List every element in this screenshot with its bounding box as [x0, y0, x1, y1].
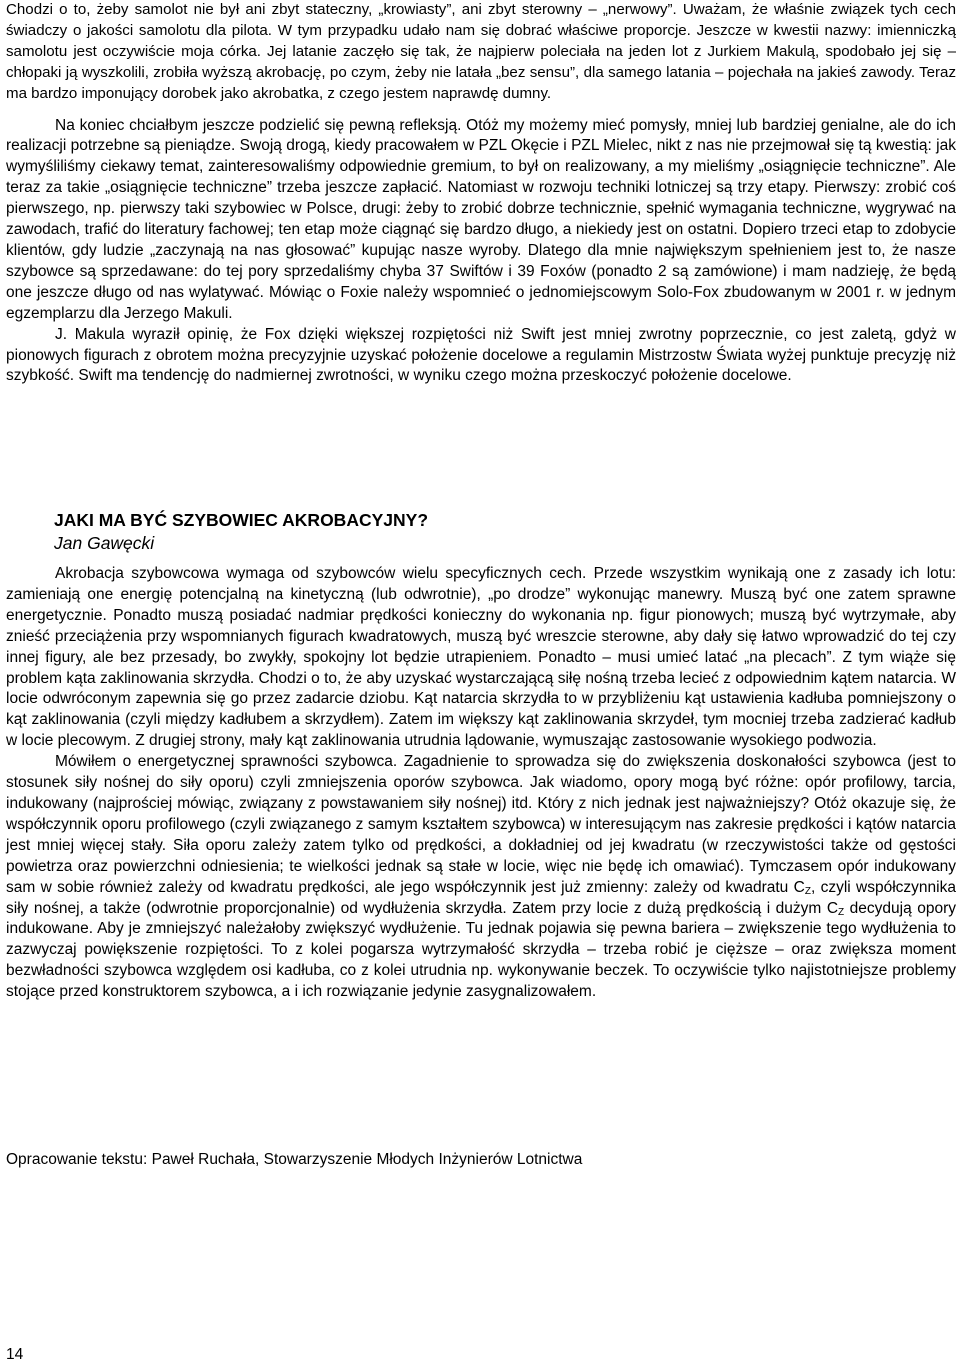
article-body	[6, 564, 956, 1003]
paragraph: Na koniec chciałbym jeszcze podzielić się pewną refleksją. Otóż my możemy mieć pomysły, mniej lub bardziej genialne, ale do ich realizacji potrzebne są pieniądze. Swoją drogą, kiedy pracowałem w PZL Okęcie i PZL Mielec, nikt z nas nie przejmował się tą kwestią: jak wymyśliliśmy ciekawy temat, zainteresowaliśmy odpowiednie gremium, to był on realizowany, a my mieliśmy „osiągnięcie techniczne”. Ale teraz za takie „osiągnięcie techniczne” trzeba jeszcze zapłacić. Natomiast w rozwoju techniki lotniczej są trzy etapy. Pierwszy: zrobić coś pierwszego, np. pierwszy taki szybowiec w Polsce, drugi: żeby to zrobić dobrze technicznie, spełnić wymagania techniczne, wygrywać na zawodach, trafić do literatury fachowej; ten etap może ciągnąć się bardzo długo, a niekiedy jest on ostatni. Dopiero trzeci etap to zdobycie klientów, gdy ludzie „zaczynają na nas głosować” kupując nasze wyroby. Dlatego dla mnie największym spełnieniem jest to, że nasze szybowce są sprzedawane: do tej pory sprzedaliśmy chyba 37 Swiftów i 39 Foxów (ponadto 2 są zamówione) i mam nadzieję, że będą one jeszcze długo od nas wylatywać. Mówiąc o Foxie należy wspomnieć o jednomiejscowym Solo-Fox zbudowanym w 2001 r. w jednym egzemplarzu dla Jerzego Makuli.	[6, 116, 956, 322]
subscript: Z	[838, 906, 845, 918]
interview-continuation	[6, 0, 956, 387]
text-run: Mówiłem o energetycznej sprawności szybowca. Zagadnienie to sprowadza się do zwiększenia doskonałości szybowca (jest to stosunek siły nośnej do siły oporu) czyli zmniejszenia oporów szybowca. Jak wiadomo, opory mogą być różne: opór profilowy, tarcia, indukowany (najprościej mówiąc, związany z powstawaniem siły nośnej) itd. Który z nich jednak jest najważniejszy? Otóż okazuje się, że współczynnik oporu profilowego (czyli związanego z samym kształtem szybowca) w interesującym nas zakresie prędkości i kątów natarcia jest mniej więcej stały. Siła oporu zależy zatem tylko od prędkości, a dokładniej od jej kwadratu (w rzeczywistości także od gęstości powietrza oraz powierzchni odniesienia; te wielkości jednak są stałe w locie, więc nie będę ich omawiać). Tymczasem opór indukowany sam w sobie również zależy od kwadratu prędkości, ale jego współczynnik jest już zmienny: zależy od kwadratu C	[6, 753, 956, 896]
subscript: Z	[804, 885, 811, 897]
paragraph	[6, 752, 956, 1003]
text-credit: Opracowanie tekstu: Paweł Ruchała, Stowarzyszenie Młodych Inżynierów Lotnictwa	[6, 1151, 583, 1168]
article-title: JAKI MA BYĆ SZYBOWIEC AKROBACYJNY?	[54, 510, 429, 530]
text-run: decydują opory indukowane. Aby je zmniejszyć należałoby zwiększyć wydłużenie. Tu jednak pojawia się pewna bariera – zwiększenie tego wydłużenia to zazwyczaj powiększenie rozpiętości. To z kolei pogarsza wytrzymałość skrzydła – trzeba robić je cięższe – oraz zwiększa moment bezwładności szybowca względem osi kadłuba, co z kolei utrudnia np. wykonywanie beczek. To oczywiście tylko najistotniejsze problemy stojące przed konstruktorem szybowca, a i ich rozwiązanie jedynie zasygnalizowałem.	[6, 899, 956, 1001]
page-number: 14	[6, 1346, 24, 1363]
paragraph: Akrobacja szybowcowa wymaga od szybowców wielu specyficznych cech. Przede wszystkim wynikają one z zasady ich lotu: zamieniają one energię potencjalną na kinetyczną (lub odwrotnie), „po drodze” wykonując manewry. Muszą być one zatem sprawne energetycznie. Ponadto muszą posiadać nadmiar prędkości konieczny do wykonania np. figur pionowych; muszą być wytrzymałe, aby znieść przeciążenia przy wspomnianych figurach kwadratowych, muszą być wreszcie sterowne, aby dały się łatwo wprowadzić do tej czy innej figury, ale bez przesady, bo zwykły, spokojny lot będzie utrapieniem. Ponadto – musi umieć latać „na plecach”. Z tym wiąże się problem kąta zaklinowania skrzydła. Chodzi o to, że aby uzyskać wystarczającą siłę nośną trzeba lecieć z odpowiednim kątem natarcia. W locie odwróconym zapewnia się go przez zadarcie dziobu. Kąt natarcia skrzydła to w przybliżeniu kąt ustawienia kadłuba pomniejszony o kąt zaklinowania (czyli między kadłubem a skrzydłem). Zatem im większy kąt zaklinowania skrzydeł, tym mocniej trzeba zadzierać kadłub w locie plecowym. Z drugiej strony, mały kąt zaklinowania utrudnia lądowanie, wymuszając zastosowanie wysokiego podwozia.	[6, 565, 956, 750]
text-run: , czyli współczynnika siły nośnej, a także (odwrotnie proporcjonalnie) od wydłużenia skrzydła. Zatem przy locie z dużą prędkością i dużym C	[6, 878, 956, 917]
paragraph: J. Makula wyraził opinię, że Fox dzięki większej rozpiętości niż Swift jest mniej zwrotny poprzecznie, co jest zaletą, gdyż w pionowych figurach z obrotem można precyzyjnie uzyskać położenie docelowe a regulamin Mistrzostw Świata wyżej punktuje precyzję niż szybkość. Swift ma tendencję do nadmiernej zwrotności, w wyniku czego można przeskoczyć położenie docelowe.	[6, 325, 956, 385]
paragraph: Chodzi o to, żeby samolot nie był ani zbyt stateczny, „krowiasty”, ani zbyt sterowny – „nerwowy”. Uważam, że właśnie związek tych cech świadczy o jakości samolotu dla pilota. W tym przypadku udało nam się dobrać właściwe proporcje. Jeszcze w kwestii nazwy: imienniczką samolotu jest oczywiście moja córka. Jej latanie zaczęło się tak, że najpierw poleciała na jeden lot z Jurkiem Makulą, spodobało jej się – chłopaki ją wyszkolili, zrobiła wyższą akrobację, po czym, żeby nie latała „bez sensu”, dla samego latania – pojechała na jakieś zawody. Teraz ma bardzo imponujący dorobek jako akrobatka, z czego jestem naprawdę dumny.	[6, 1, 956, 102]
article-author: Jan Gawęcki	[54, 533, 155, 553]
